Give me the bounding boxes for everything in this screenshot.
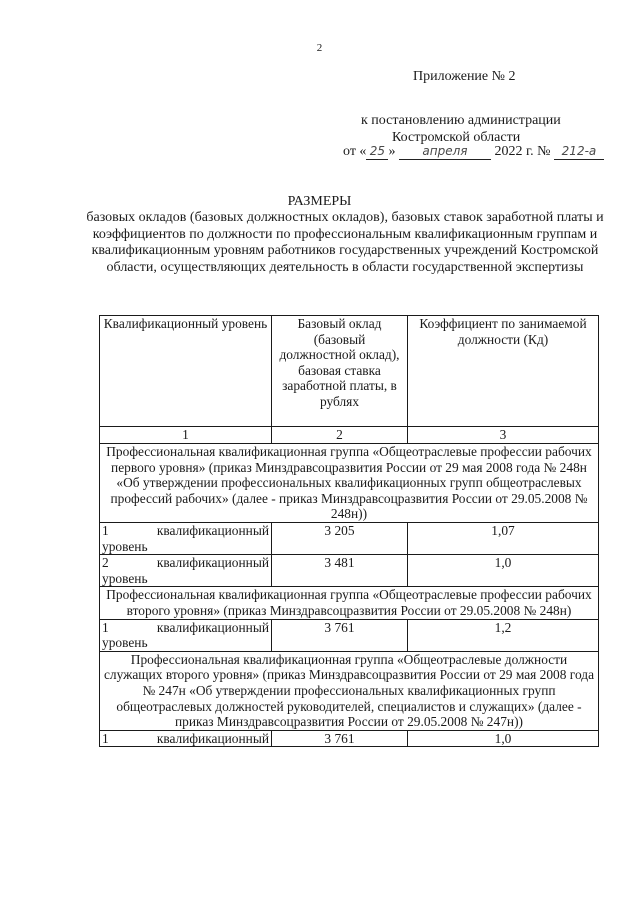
level-line [102, 731, 269, 747]
group-caption-row [100, 651, 599, 730]
level-line [102, 620, 269, 636]
handwritten-number: 212-а [554, 144, 604, 160]
table-row [100, 555, 599, 587]
group-caption-row [100, 444, 599, 523]
decree-date [343, 144, 604, 160]
page-number: 2 [316, 42, 323, 54]
appendix-title: Приложение № 2 [413, 69, 516, 84]
handwritten-day: 25 [366, 144, 388, 160]
level-cell [100, 555, 272, 587]
level-word: квалификационный [156, 522, 269, 538]
level-cell [100, 730, 272, 747]
table-row [100, 730, 599, 747]
salary-value: 3 761 [272, 730, 408, 747]
coefficient-value: 1,0 [408, 555, 599, 587]
level-number: 1 [102, 730, 109, 746]
coefficient-value: 1,07 [408, 522, 599, 554]
group-caption-row [100, 587, 599, 619]
header-coefficient: Коэффициент по занимаемой должности (Кд) [408, 316, 599, 427]
level-number: 1 [102, 619, 109, 635]
table-row [100, 619, 599, 651]
heading-title: РАЗМЕРЫ [287, 194, 352, 209]
group-caption: Профессиональная квалификационная группа «Общеотраслевые профессии рабочих первого уровня» (приказ Минздравсоцразвития России от 29 мая 2008 года № 248н «Об утверждении профессиональных квалификационных групп общеотраслевых профессий рабочих» (далее - приказ Минздравсоцразвития России от 29.05.2008 № 248н)) [100, 444, 599, 523]
level-number: 2 [102, 555, 109, 571]
column-number-row [100, 427, 599, 444]
heading-body: базовых окладов (базовых должностных окладов), базовых ставок заработной платы и коэффициентов по должности по профессиональным квалификационным группам и квалификационным уровням работников государственных учреждений Костромской области, осуществляющих деятельность в области государственной экспертизы [86, 210, 604, 275]
level-tail: уровень [102, 570, 148, 586]
level-word: квалификационный [156, 730, 269, 746]
column-number: 1 [100, 427, 272, 444]
decree-line-1: к постановлению администрации [361, 113, 561, 128]
coefficient-value: 1,0 [408, 730, 599, 747]
level-tail: уровень [102, 635, 148, 651]
header-salary: Базовый оклад (базовый должностной оклад), базовая ставка заработной платы, в рублях [272, 316, 408, 427]
level-line [102, 555, 269, 571]
salary-value: 3 205 [272, 522, 408, 554]
coefficient-value: 1,2 [408, 619, 599, 651]
year-label: 2022 г. № [494, 144, 551, 159]
level-cell [100, 619, 272, 651]
level-number: 1 [102, 522, 109, 538]
column-number: 2 [272, 427, 408, 444]
table-row [100, 522, 599, 554]
table-header-row [100, 316, 599, 427]
salary-value: 3 761 [272, 619, 408, 651]
date-prefix: от « [343, 144, 367, 159]
level-word: квалификационный [156, 555, 269, 571]
decree-line-2: Костромской области [392, 130, 521, 145]
header-level: Квалификационный уровень [100, 316, 272, 427]
column-number: 3 [408, 427, 599, 444]
level-word: квалификационный [156, 619, 269, 635]
group-caption: Профессиональная квалификационная группа «Общеотраслевые профессии рабочих второго уровня» (приказ Минздравсоцразвития России от 29.05.2008 № 248н) [100, 587, 599, 619]
handwritten-month: апреля [399, 144, 491, 160]
salary-value: 3 481 [272, 555, 408, 587]
group-caption: Профессиональная квалификационная группа «Общеотраслевые должности служащих второго уровня» (приказ Минздравсоцразвития России от 29 мая 2008 года № 247н «Об утверждении профессиональных квалификационных групп общеотраслевых должностей руководителей, специалистов и служащих» (далее - приказ Минздравсоцразвития России от 29.05.2008 № 247н)) [100, 651, 599, 730]
date-mid: » [388, 144, 396, 159]
level-tail: уровень [102, 538, 148, 554]
rates-table [99, 315, 599, 747]
level-line [102, 523, 269, 539]
level-cell [100, 522, 272, 554]
